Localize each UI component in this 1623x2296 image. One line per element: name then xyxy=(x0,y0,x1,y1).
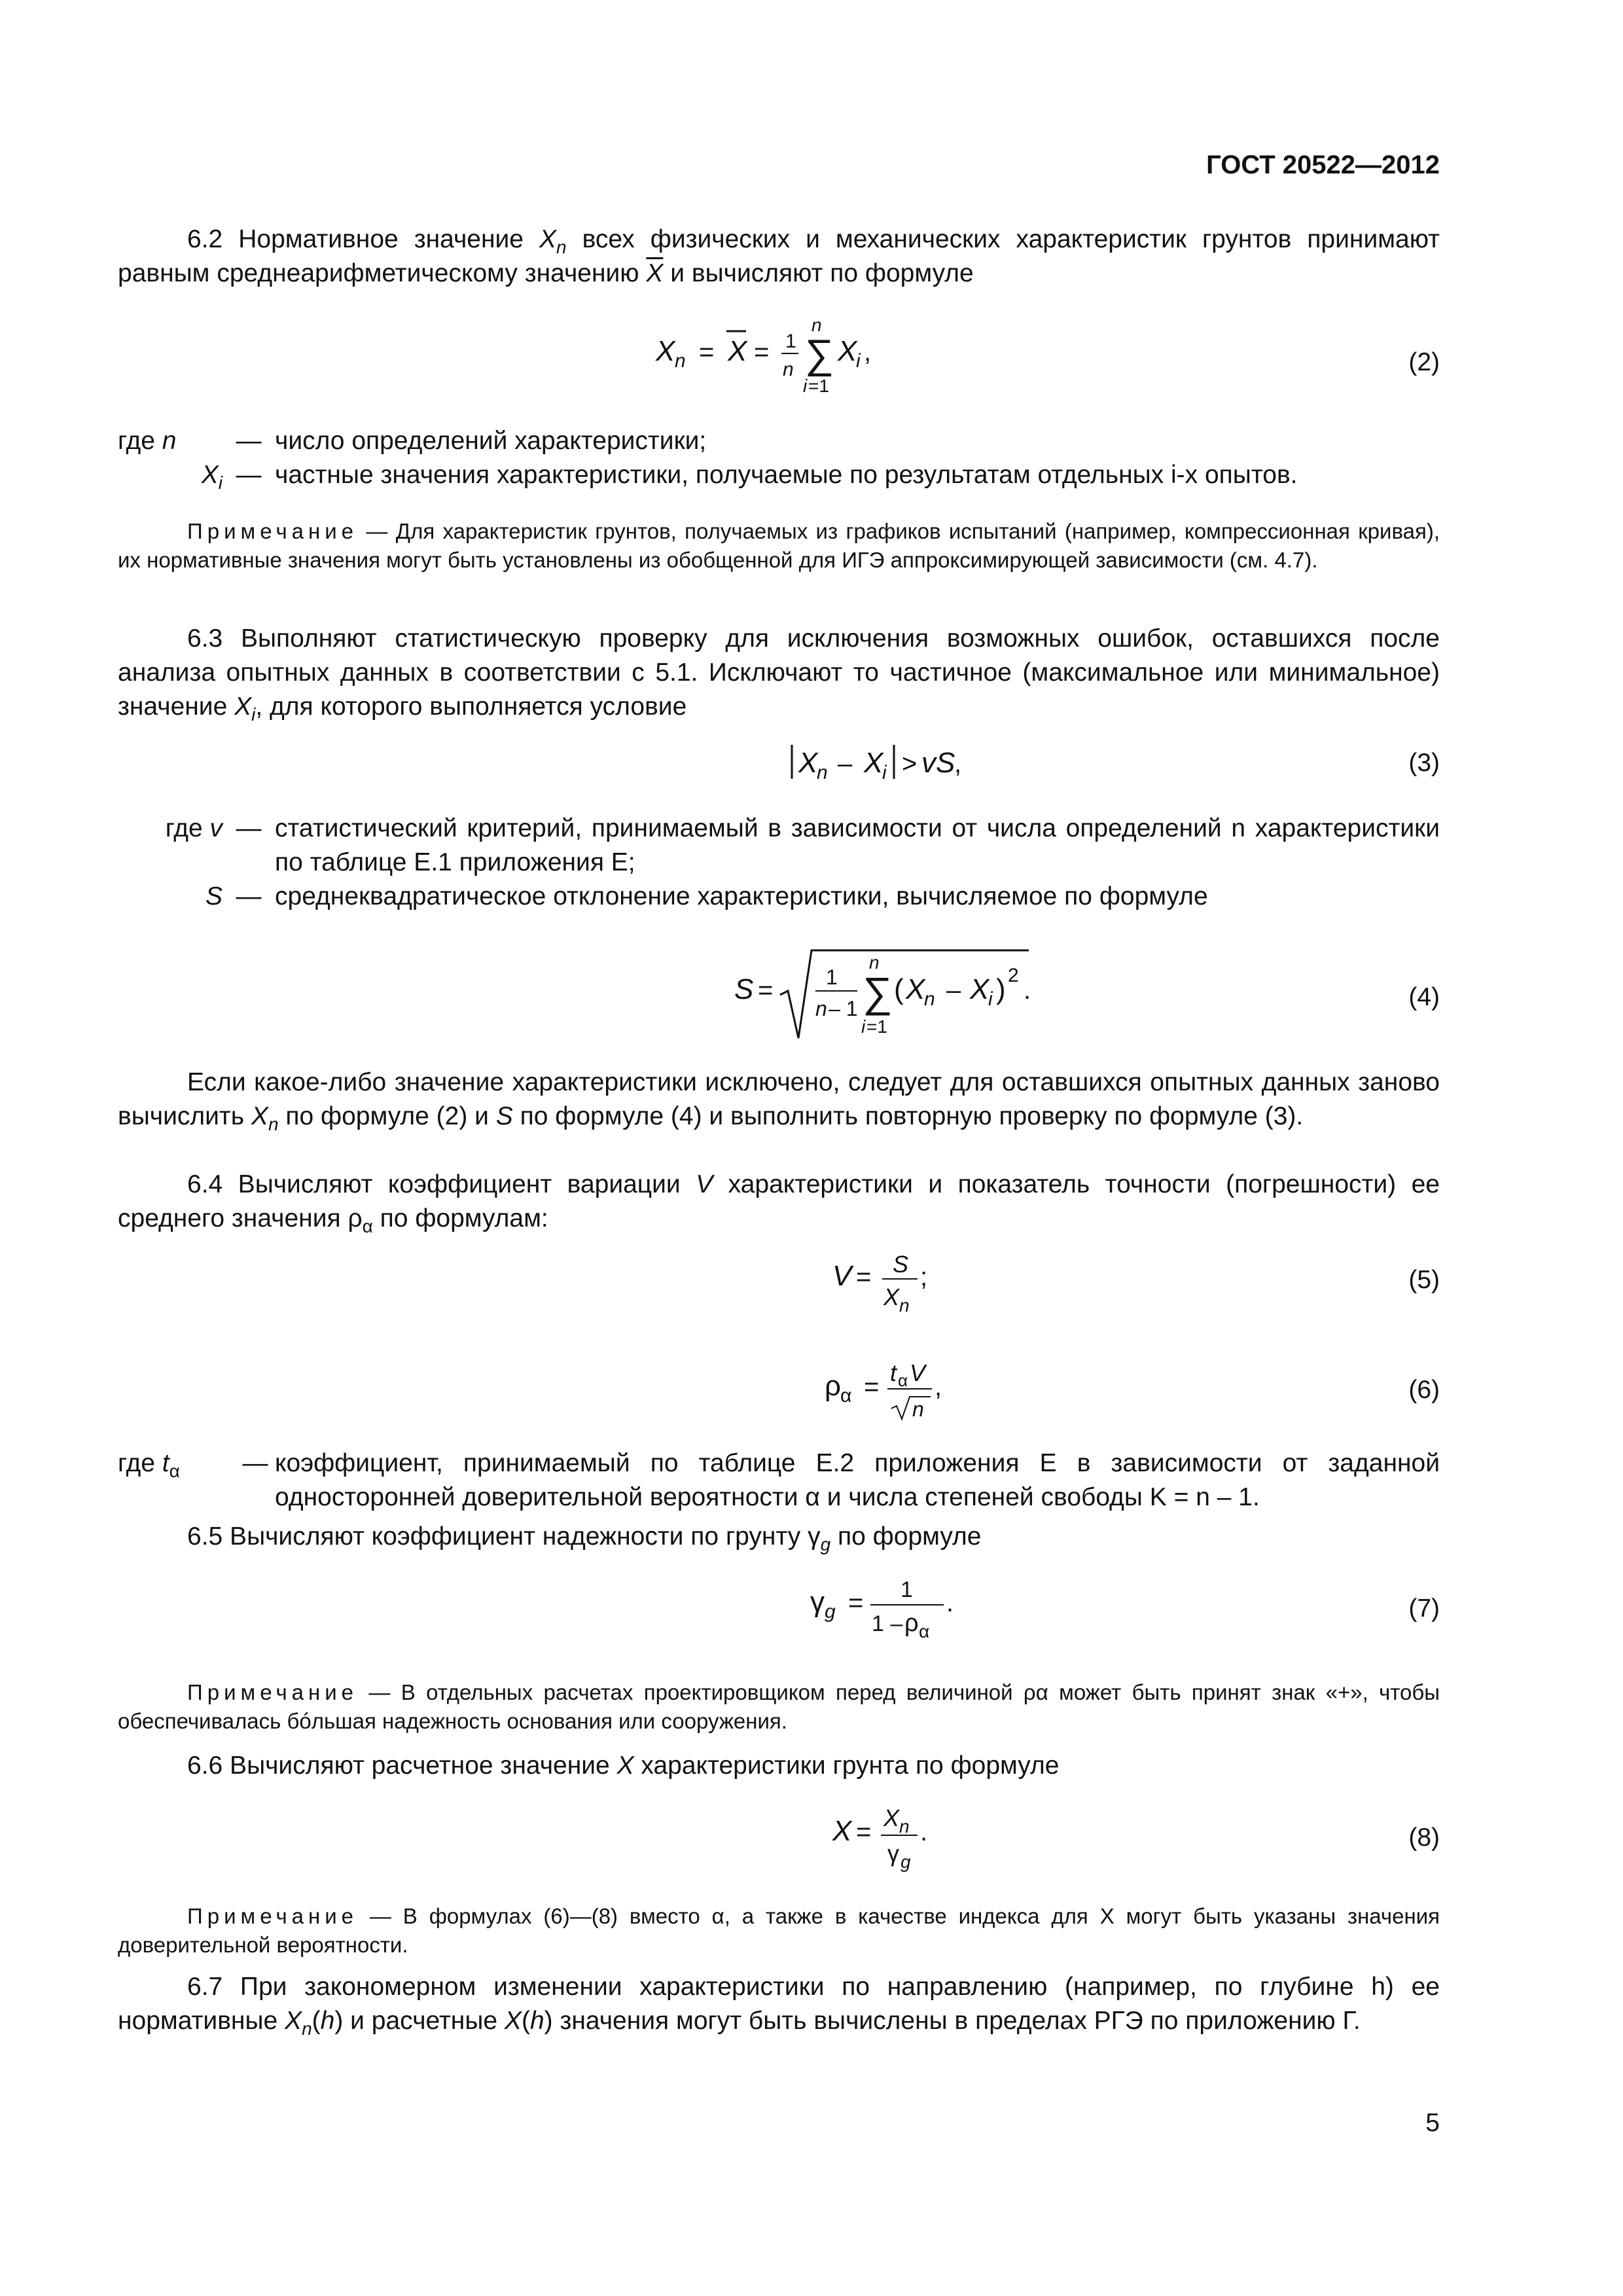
def-xi: $X_i$ — частные значения характеристики, получаемые по результатам отдельных i-х опытов. xyxy=(201,461,1298,493)
svg-text:X: X xyxy=(728,335,747,367)
svg-text:γ: γ xyxy=(887,1840,899,1867)
svg-text:i: i xyxy=(856,350,861,372)
formula-3-svg xyxy=(118,732,1165,810)
formula-number-3: (3) xyxy=(1408,749,1440,777)
formula-6 xyxy=(118,1346,1440,1463)
svg-text:>: > xyxy=(902,749,918,778)
svg-text:X: X xyxy=(864,747,883,779)
svg-text:X: X xyxy=(883,1804,900,1831)
svg-text:X: X xyxy=(832,1815,852,1847)
svg-text:1 –: 1 – xyxy=(872,1611,903,1636)
p62-tail: и вычисляют по формуле xyxy=(670,259,974,287)
def-t-alpha: где $t_\alpha$ — коэффициент, принимаемый по таблице Е.2 приложения Е в зависимости от заданной односторонней доверительной вероятности α и числа степеней свободы K = n – 1. xyxy=(118,1449,1440,1511)
formula-4 xyxy=(118,939,1440,1056)
svg-text:=1: =1 xyxy=(808,376,829,396)
formula-number-2: (2) xyxy=(1408,348,1440,376)
svg-text:,: , xyxy=(864,338,872,367)
paragraph-6-6: 6.6 Вычисляют расчетное значение X характеристики грунта по формуле xyxy=(187,1751,1060,1780)
paragraph-6-5: 6.5 Вычисляют коэффициент надежности по грунту $\gamma_g$ по формуле xyxy=(187,1522,982,1554)
formula-8 xyxy=(118,1793,1440,1911)
formula-2 xyxy=(118,312,1440,429)
svg-text:=: = xyxy=(864,1372,880,1401)
svg-text:): ) xyxy=(996,973,1006,1005)
svg-text:∑: ∑ xyxy=(805,332,834,377)
svg-text:X: X xyxy=(798,747,818,779)
svg-text:=: = xyxy=(856,1263,872,1291)
paragraph-6-3: 6.3 Выполняют статистическую проверку для исключения возможных ошибок, оставшихся после анализа опытных данных в соответствии с 5.1. Исключают то частичное (максимальное или минимальное) значение $X_i$, для которого выполняется условие xyxy=(118,624,1440,725)
svg-text:–: – xyxy=(946,976,961,1005)
svg-text:–: – xyxy=(838,749,853,778)
definitions-6 xyxy=(118,1446,1440,1515)
svg-text:2: 2 xyxy=(1008,965,1019,986)
svg-text:X: X xyxy=(906,973,925,1005)
svg-text:i: i xyxy=(988,988,993,1010)
formula-number-7: (7) xyxy=(1408,1594,1440,1623)
svg-text:=: = xyxy=(758,976,774,1005)
svg-text:n: n xyxy=(812,315,822,335)
svg-text:n: n xyxy=(783,359,794,380)
svg-text:X: X xyxy=(883,1283,900,1310)
svg-text:n: n xyxy=(924,988,935,1010)
svg-text:i: i xyxy=(882,762,887,783)
svg-text:n: n xyxy=(815,997,827,1020)
svg-text:.: . xyxy=(946,1588,954,1617)
svg-text:S: S xyxy=(734,973,754,1005)
formula-2-svg xyxy=(118,312,1165,429)
def-v: где v — статистический критерий, принимаемый в зависимости от числа определений n характеристики по таблице Е.1 приложения Е; xyxy=(165,814,1440,876)
svg-text:,: , xyxy=(935,1372,942,1401)
svg-text:n: n xyxy=(912,1397,924,1421)
def-n: где n — число определений характеристики; xyxy=(118,427,707,455)
svg-text:n: n xyxy=(899,1295,910,1316)
p62-rest: всех физических и механических характеристик грунтов принимают равным среднеарифметическому значению xyxy=(118,225,1440,287)
formula-number-5: (5) xyxy=(1408,1266,1440,1294)
svg-text:1: 1 xyxy=(785,331,796,352)
paragraph-6-4: 6.4 Вычисляют коэффициент вариации V характеристики и показатель точности (погрешности) ее среднего значения $\rho_\alpha$ по формулам: xyxy=(118,1170,1440,1236)
formula-7-svg xyxy=(118,1564,1165,1656)
svg-text:S: S xyxy=(893,1251,909,1278)
page-number: 5 xyxy=(1425,2109,1440,2137)
svg-text:n: n xyxy=(675,350,686,372)
svg-text:V: V xyxy=(832,1260,852,1292)
paragraph-6-7: 6.7 При закономерном изменении характеристики по направлению (например, по глубине h) ее нормативные $X_n(h)$ и расчетные X(h) значения могут быть вычислены в пределах РГЭ по приложению Г. xyxy=(118,1973,1440,2039)
formula-number-8: (8) xyxy=(1408,1823,1440,1852)
svg-text:,: , xyxy=(954,749,962,778)
svg-text:vS: vS xyxy=(921,747,955,779)
svg-text:∑: ∑ xyxy=(863,969,893,1016)
paragraph-exclusion: Если какое-либо значение характеристики исключено, следует для оставшихся опытных данных заново вычислить $X_n$ по формуле (2) и S по формуле (4) и выполнить повторную проверку по формуле (3). xyxy=(118,1068,1440,1134)
svg-text:α: α xyxy=(919,1621,930,1641)
svg-text:t: t xyxy=(890,1359,897,1386)
svg-text:=1: =1 xyxy=(866,1016,887,1037)
formula-7 xyxy=(118,1564,1440,1682)
svg-text:1: 1 xyxy=(826,965,838,989)
svg-text:ρ: ρ xyxy=(825,1370,842,1402)
definitions-2 xyxy=(118,424,1440,492)
svg-text:(: ( xyxy=(894,973,904,1005)
svg-text:1: 1 xyxy=(901,1577,913,1602)
svg-text:α: α xyxy=(840,1385,852,1407)
svg-text:γ: γ xyxy=(810,1586,825,1618)
svg-text:– 1: – 1 xyxy=(829,997,858,1020)
formula-5 xyxy=(118,1237,1440,1355)
note-1: Примечание — Для характеристик грунтов, получаемых из графиков испытаний (например, компрессионная кривая), их нормативные значения могут быть установлены из обобщенной для ИГЭ аппроксимирующей зависимости (см. 4.7). xyxy=(118,519,1440,572)
formula-4-svg xyxy=(118,939,1165,1050)
svg-text:X: X xyxy=(970,973,990,1005)
svg-text:.: . xyxy=(1024,976,1031,1005)
svg-text:α: α xyxy=(898,1371,908,1390)
svg-text:ρ: ρ xyxy=(904,1609,919,1637)
formula-number-4: (4) xyxy=(1408,983,1440,1011)
paragraph-6-2: 6.2 Нормативное значение $X_n$ всех физических и механических характеристик грунтов принимают равным среднеарифметическому значению $\overline{X}$ и вычисляют по формуле xyxy=(118,225,1440,287)
svg-text:=: = xyxy=(754,338,770,367)
svg-text:V: V xyxy=(910,1359,926,1386)
svg-text:g: g xyxy=(825,1601,836,1623)
formula-number-6: (6) xyxy=(1408,1376,1440,1404)
svg-text:g: g xyxy=(901,1852,911,1872)
svg-text:n: n xyxy=(899,1816,910,1837)
note-2: Примечание — В отдельных расчетах проектировщиком перед величиной ρα может быть принят знак «+», чтобы обеспечивалась бóльшая надежность основания или сооружения. xyxy=(118,1680,1440,1733)
definitions-3 xyxy=(118,812,1440,914)
svg-text:i: i xyxy=(803,376,808,396)
def-s: S — среднеквадратическое отклонение характеристики, вычисляемое по формуле xyxy=(205,882,1208,910)
svg-text:=: = xyxy=(699,338,715,367)
svg-text:n: n xyxy=(869,952,880,973)
note-3: Примечание — В формулах (6)—(8) вместо α, а также в качестве индекса для X могут быть указаны значения доверительной вероятности. xyxy=(118,1904,1440,1957)
svg-text:;: ; xyxy=(920,1263,928,1291)
svg-text:i: i xyxy=(861,1016,866,1037)
formula-6-svg xyxy=(118,1346,1165,1444)
formula-5-svg xyxy=(118,1237,1165,1335)
svg-text:X: X xyxy=(656,335,675,367)
svg-text:.: . xyxy=(920,1818,928,1846)
document-page xyxy=(118,0,1440,2296)
p62-lead: 6.2 Нормативное значение xyxy=(187,225,524,253)
svg-text:X: X xyxy=(838,335,857,367)
svg-text:=: = xyxy=(856,1818,872,1846)
standard-header: ГОСТ 20522—2012 xyxy=(1206,151,1440,179)
svg-text:=: = xyxy=(848,1588,864,1617)
formula-8-svg xyxy=(118,1793,1165,1885)
svg-text:n: n xyxy=(817,762,828,783)
